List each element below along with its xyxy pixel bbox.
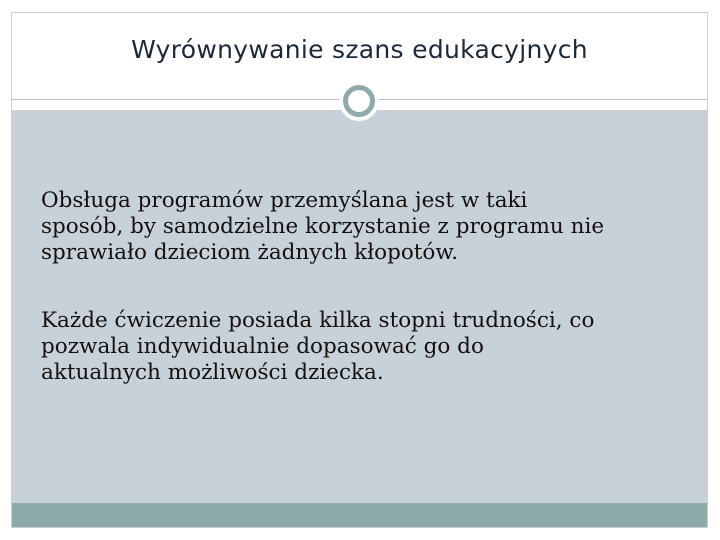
paragraph-line: Obsługa programów przemyślana jest w taki — [41, 188, 528, 213]
circle-ornament-ring — [343, 85, 375, 117]
paragraph-line: sposób, by samodzielne korzystanie z programu nie — [41, 214, 605, 239]
circle-ornament-icon — [339, 81, 379, 121]
paragraph-line: sprawiało dzieciom żadnych kłopotów. — [41, 240, 459, 265]
paragraph-line: pozwala indywidualnie dopasować go do — [41, 334, 484, 359]
content-area — [12, 110, 707, 503]
paragraph-2 — [41, 308, 671, 386]
paragraph-line: aktualnych możliwości dziecka. — [41, 360, 384, 385]
paragraph-line: Każde ćwiczenie posiada kilka stopni trudności, co — [41, 308, 595, 333]
paragraph-1 — [41, 188, 671, 266]
slide — [11, 12, 708, 528]
slide-title: Wyrównywanie szans edukacyjnych — [131, 35, 588, 64]
bottom-accent-bar — [12, 503, 707, 527]
